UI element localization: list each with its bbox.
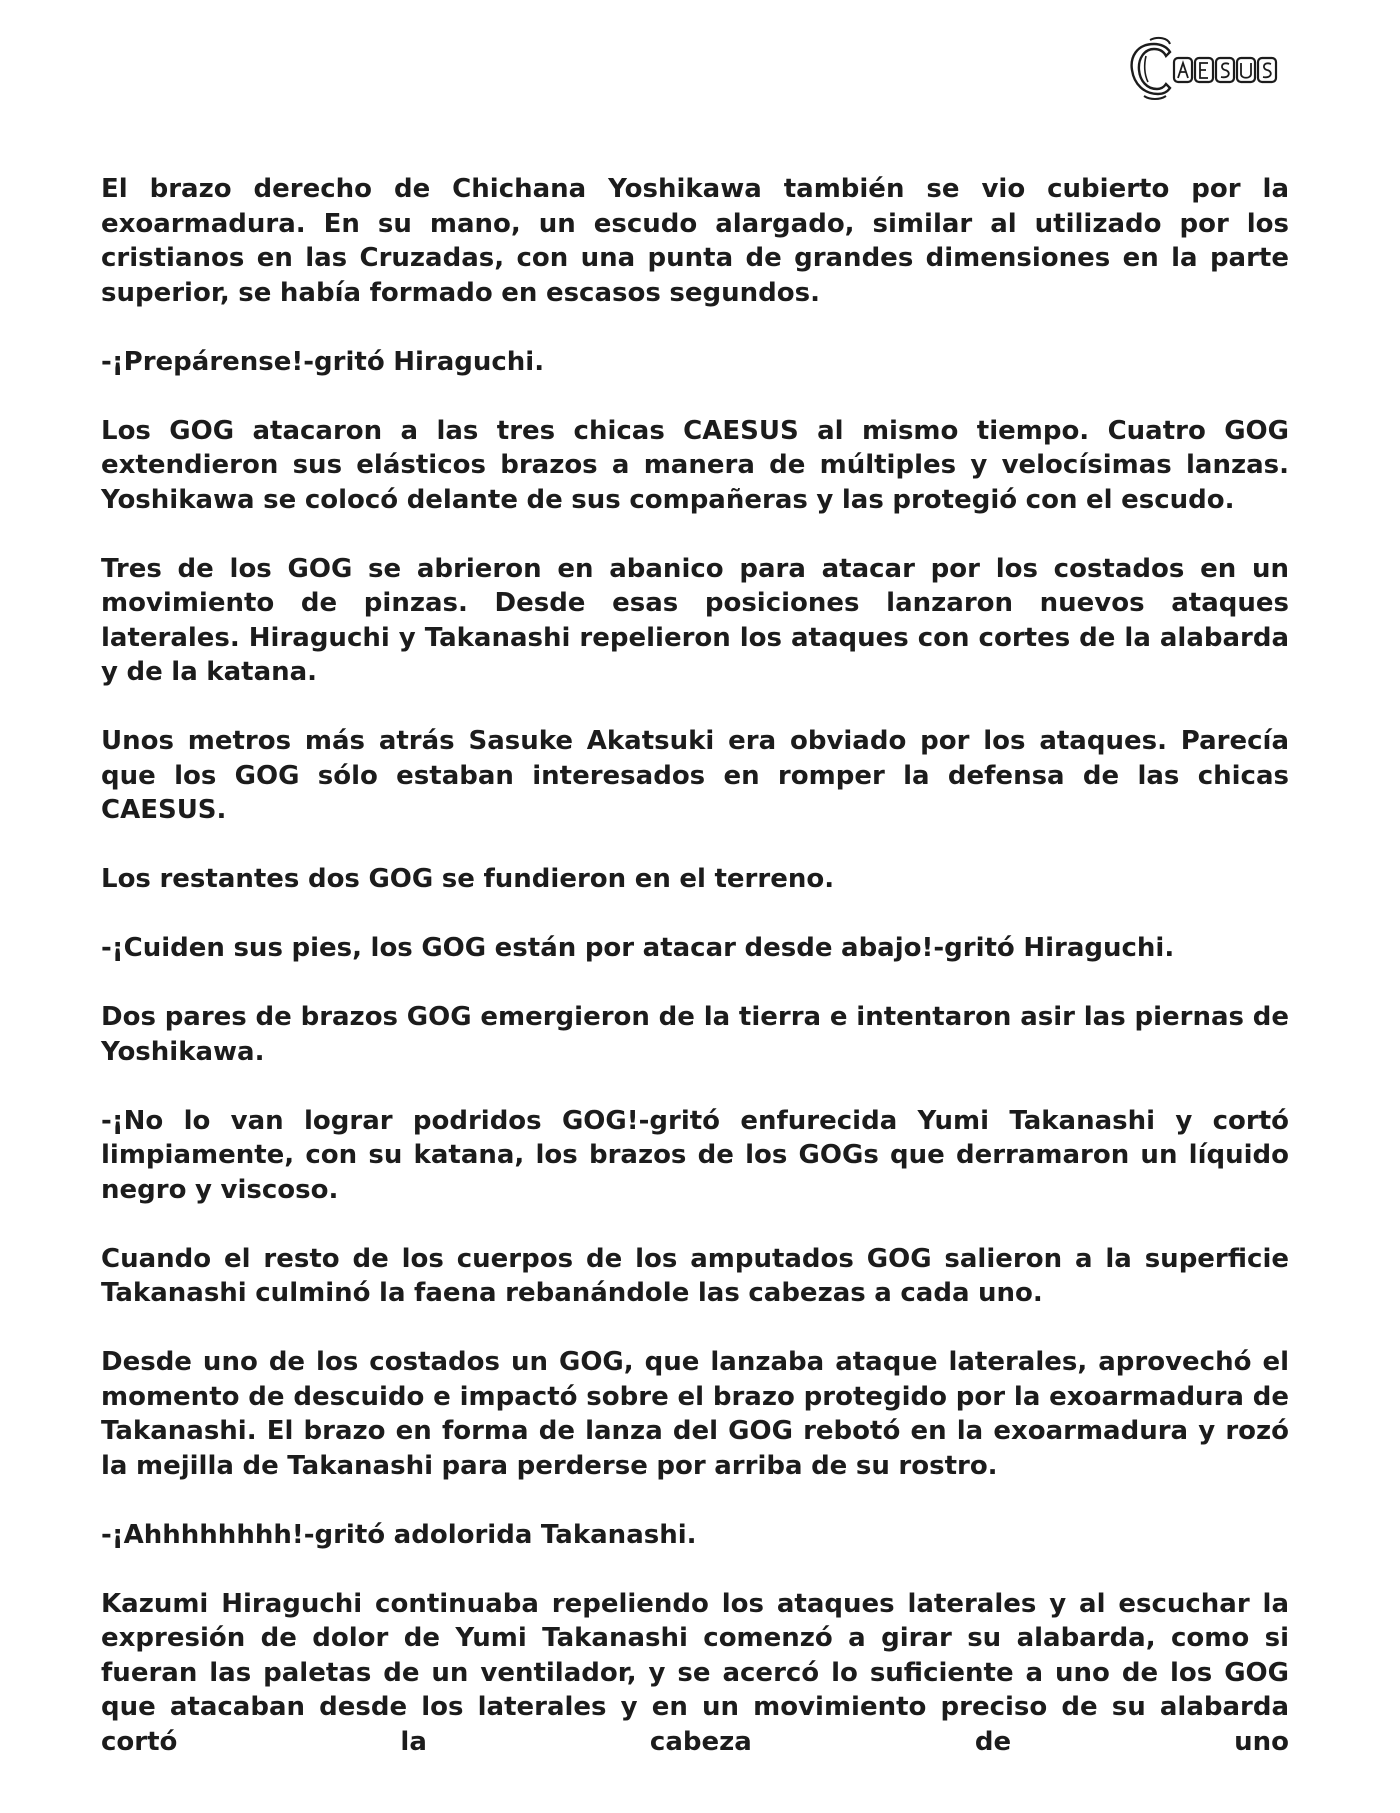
paragraph: Tres de los GOG se abrieron en abanico para atacar por los costados en un movimiento de pinzas. Desde esas posiciones lanzaron nuevos ataques laterales. Hiraguchi y Takanashi repelieron los ataques con cortes de la alabarda y de la katana. (101, 553, 1289, 687)
paragraph: El brazo derecho de Chichana Yoshikawa también se vio cubierto por la exoarmadura. En su mano, un escudo alargado, similar al utilizado por los cristianos en las Cruzadas, con una punta de grandes dimensiones en la parte superior, se había formado en escasos segundos. (101, 174, 1289, 308)
paragraph: Unos metros más atrás Sasuke Akatsuki era obviado por los ataques. Parecía que los GOG sólo estaban interesados en romper la defensa de las chicas CAESUS. (101, 726, 1289, 825)
caesus-ornate-logo-icon (1124, 36, 1284, 102)
paragraph: -¡Prepárense!-gritó Hiraguchi. (101, 346, 545, 377)
paragraph: -¡No lo van lograr podridos GOG!-gritó enfurecida Yumi Takanashi y cortó limpiamente, con su katana, los brazos de los GOGs que derramaron un líquido negro y viscoso. (101, 1105, 1289, 1205)
paragraph: -¡Cuiden sus pies, los GOG están por atacar desde abajo!-gritó Hiraguchi. (101, 933, 1175, 963)
story-text (101, 172, 1289, 1759)
paragraph: -¡Ahhhhhhhh!-gritó adolorida Takanashi. (101, 1519, 697, 1550)
paragraph: Los restantes dos GOG se fundieron en el terreno. (101, 864, 835, 894)
paragraph: Cuando el resto de los cuerpos de los amputados GOG salieron a la superficie Takanashi culminó la faena rebanándole las cabezas a cada uno. (101, 1243, 1289, 1308)
caesus-logo (1124, 36, 1284, 102)
paragraph: Desde uno de los costados un GOG, que lanzaba ataque laterales, aprovechó el momento de descuido e impactó sobre el brazo protegido por la exoarmadura de Takanashi. El brazo en forma de lanza del GOG rebotó en la exoarmadura y rozó la mejilla de Takanashi para perderse por arriba de su rostro. (101, 1347, 1289, 1481)
paragraph: Los GOG atacaron a las tres chicas CAESUS al mismo tiempo. Cuatro GOG extendieron sus elásticos brazos a manera de múltiples y velocísimas lanzas. Yoshikawa se colocó delante de sus compañeras y las protegió con el escudo. (101, 415, 1289, 515)
paragraph: Kazumi Hiraguchi continuaba repeliendo los ataques laterales y al escuchar la expresión de dolor de Yumi Takanashi comenzó a girar su alabarda, como si fueran las paletas de un ventilador, y se acercó lo suficiente a uno de los GOG que atacaban desde los laterales y en un movimiento preciso de su alabarda cortó la cabeza de uno (101, 1588, 1289, 1757)
paragraph: Dos pares de brazos GOG emergieron de la tierra e intentaron asir las piernas de Yoshikawa. (101, 1002, 1289, 1067)
